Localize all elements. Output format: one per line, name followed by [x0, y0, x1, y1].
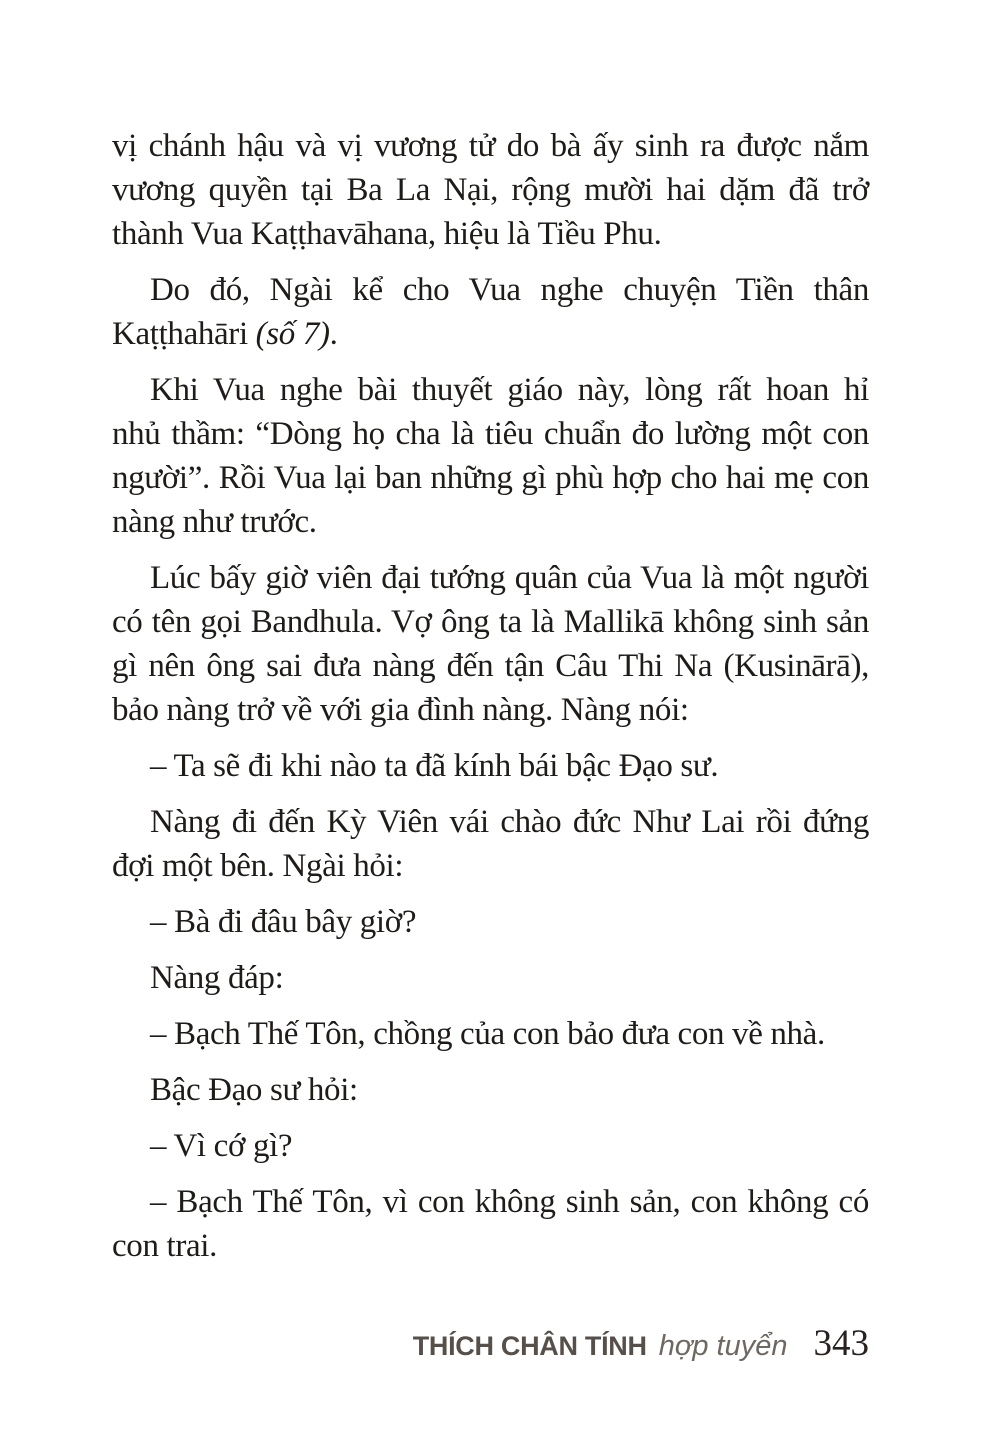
paragraph: [112, 1012, 869, 1056]
text-line: đợi một bên. Ngài hỏi:: [112, 848, 404, 884]
text-line: vị chánh hậu và vị vương tử do bà ấy sinh ra được nắm: [112, 128, 869, 164]
paragraph: [112, 368, 869, 544]
text-line: – Vì cớ gì?: [150, 1128, 293, 1164]
paragraph: [112, 556, 869, 732]
text-line: Lúc bấy giờ viên đại tướng quân của Vua là một người: [150, 560, 869, 596]
text-line: Nàng đi đến Kỳ Viên vái chào đức Như Lai rồi đứng: [150, 804, 869, 840]
text-line: Khi Vua nghe bài thuyết giáo này, lòng rất hoan hỉ: [150, 372, 869, 408]
page-footer: [112, 1322, 869, 1365]
text-line: nàng như trước.: [112, 504, 317, 540]
text-line: – Bà đi đâu bây giờ?: [150, 904, 417, 940]
paragraph: [112, 956, 869, 1000]
paragraph: [112, 900, 869, 944]
text-block: [112, 124, 869, 1280]
text-line: nhủ thầm: “Dòng họ cha là tiêu chuẩn đo lường một con: [112, 416, 869, 452]
text-line: con trai.: [112, 1228, 217, 1264]
text-line: người”. Rồi Vua lại ban những gì phù hợp cho hai mẹ con: [112, 460, 869, 496]
text-line: [112, 312, 869, 356]
text-line: bảo nàng trở về với gia đình nàng. Nàng nói:: [112, 692, 689, 728]
text-line: Bậc Đạo sư hỏi:: [150, 1072, 358, 1108]
text-line: – Ta sẽ đi khi nào ta đã kính bái bậc Đạo sư.: [150, 748, 719, 784]
paragraph: [112, 1124, 869, 1168]
paragraph: [112, 1068, 869, 1112]
page-number: 343: [813, 1323, 869, 1364]
text-segment: Kaṭṭhahāri: [112, 316, 256, 352]
text-line: – Bạch Thế Tôn, vì con không sinh sản, con không có: [150, 1184, 869, 1220]
paragraph: [112, 744, 869, 788]
italic-text-segment: (số 7): [255, 316, 330, 352]
footer-collection-label: hợp tuyển: [658, 1330, 788, 1362]
text-line: – Bạch Thế Tôn, chồng của con bảo đưa con về nhà.: [150, 1016, 825, 1052]
paragraph: [112, 124, 869, 256]
paragraph: [112, 268, 869, 356]
text-line: có tên gọi Bandhula. Vợ ông ta là Mallikā không sinh sản: [112, 604, 869, 640]
text-line: thành Vua Kaṭṭhavāhana, hiệu là Tiều Phu.: [112, 216, 662, 252]
text-line: Nàng đáp:: [150, 960, 284, 996]
paragraph: [112, 1180, 869, 1268]
text-line: vương quyền tại Ba La Nại, rộng mười hai dặm đã trở: [112, 172, 869, 208]
text-line: Do đó, Ngài kể cho Vua nghe chuyện Tiền thân: [150, 272, 869, 308]
text-line: gì nên ông sai đưa nàng đến tận Câu Thi Na (Kusinārā),: [112, 648, 869, 684]
footer-author-name: THÍCH CHÂN TÍNH: [412, 1331, 647, 1361]
text-segment: .: [329, 316, 338, 352]
paragraph: [112, 800, 869, 888]
